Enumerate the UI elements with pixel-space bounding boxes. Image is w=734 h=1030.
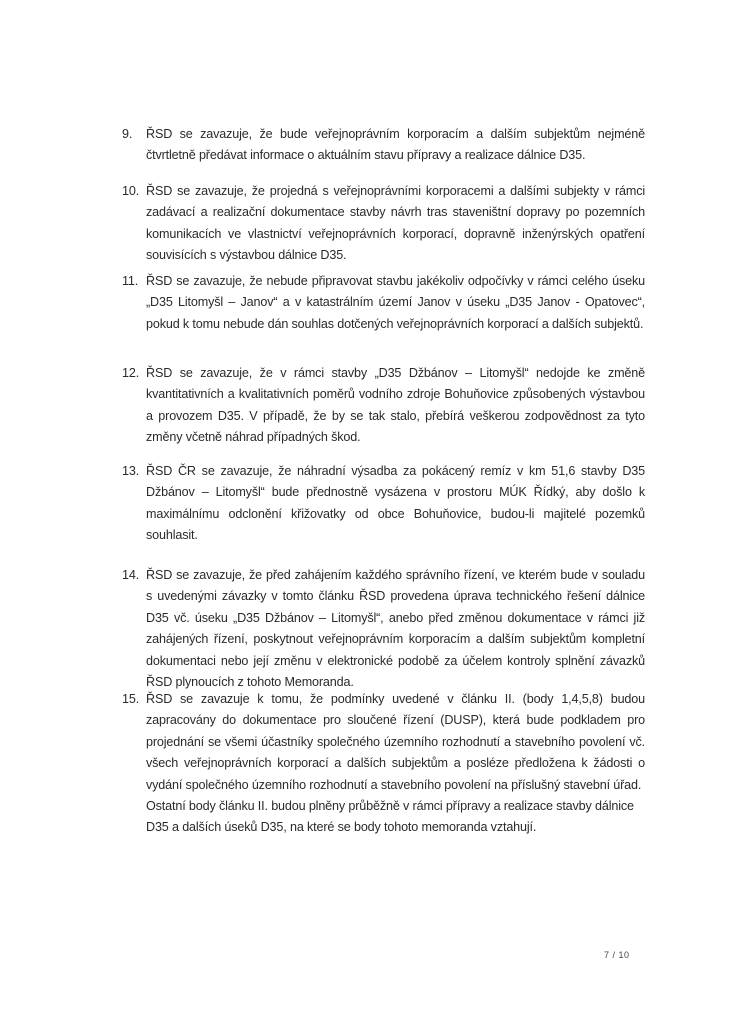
list-item-10 — [122, 181, 645, 267]
item-number: 14. — [122, 568, 140, 582]
item-number: 9. — [122, 127, 133, 141]
list-item-15 — [122, 689, 645, 839]
list-item-14 — [122, 565, 645, 693]
item-text: ŘSD se zavazuje, že před zahájením každého správního řízení, ve kterém bude v souladu s uvedenými závazky v tomto článku ŘSD provedena úprava technického řešení dálnice D35 vč. úseku „D35 Džbánov – Litomyšl“, anebo před změnou dokumentace v rámci již zahájených řízení, poskytnout veřejnoprávním korporacím a dalším subjektům kompletní dokumentaci nebo její změnu v elektronické podobě za účelem kontroly splnění závazků ŘSD plynoucích z tohoto Memoranda. — [146, 568, 645, 690]
item-extra-paragraph: Ostatní body článku II. budou plněny průběžně v rámci přípravy a realizace stavby dálnice D35 a dalších úseků D35, na které se body tohoto memoranda vztahují. — [146, 799, 634, 835]
page-number: 7 / 10 — [604, 950, 630, 960]
item-text: ŘSD se zavazuje, že bude veřejnoprávním korporacím a dalším subjektům nejméně čtvrtletně předávat informace o aktuálním stavu přípravy a realizace dálnice D35. — [146, 127, 645, 163]
item-number: 11. — [122, 274, 139, 288]
item-text: ŘSD se zavazuje k tomu, že podmínky uvedené v článku II. (body 1,4,5,8) budou zapracovány do dokumentace pro sloučené řízení (DUSP), která bude podkladem pro projednání se všemi účastníky společného územního rozhodnutí a stavebního povolení vč. všech veřejnoprávních korporací a dalších subjektům a posléze předložena k žádosti o vydání společného územního rozhodnutí a stavebního povolení na příslušný stavební úřad. — [146, 692, 645, 792]
list-item-13 — [122, 461, 645, 547]
item-number: 13. — [122, 464, 140, 478]
item-number: 12. — [122, 366, 140, 380]
item-text: ŘSD ČR se zavazuje, že náhradní výsadba za pokácený remíz v km 51,6 stavby D35 Džbánov – Litomyšl“ bude přednostně vysázena v prostoru MÚK Řídký, aby došlo k maximálnímu odclonění křižovatky od obce Bohuňovice, budou-li majitelé pozemků souhlasit. — [146, 464, 645, 543]
item-text: ŘSD se zavazuje, že projedná s veřejnoprávními korporacemi a dalšími subjekty v rámci zadávací a realizační dokumentace stavby návrh tras staveništní dopravy po pozemních komunikacích ve vlastnictví veřejnoprávních korporací, dopravně inženýrských opatření souvisících s výstavbou dálnice D35. — [146, 184, 645, 263]
list-item-12 — [122, 363, 645, 449]
list-item-9 — [122, 124, 645, 167]
list-item-11 — [122, 271, 645, 335]
item-text: ŘSD se zavazuje, že nebude připravovat stavbu jakékoliv odpočívky v rámci celého úseku „D35 Litomyšl – Janov“ a v katastrálním území Janov v úseku „D35 Janov - Opatovec“, pokud k tomu nebude dán souhlas dotčených veřejnoprávních korporací a dalších subjektů. — [146, 274, 645, 331]
item-text: ŘSD se zavazuje, že v rámci stavby „D35 Džbánov – Litomyšl“ nedojde ke změně kvantitativních a kvalitativních poměrů vodního zdroje Bohuňovice způsobených výstavbou a provozem D35. V případě, že by se tak stalo, přebírá veškerou zodpovědnost za tyto změny včetně náhrad případných škod. — [146, 366, 645, 445]
item-number: 10. — [122, 184, 140, 198]
item-number: 15. — [122, 692, 140, 706]
